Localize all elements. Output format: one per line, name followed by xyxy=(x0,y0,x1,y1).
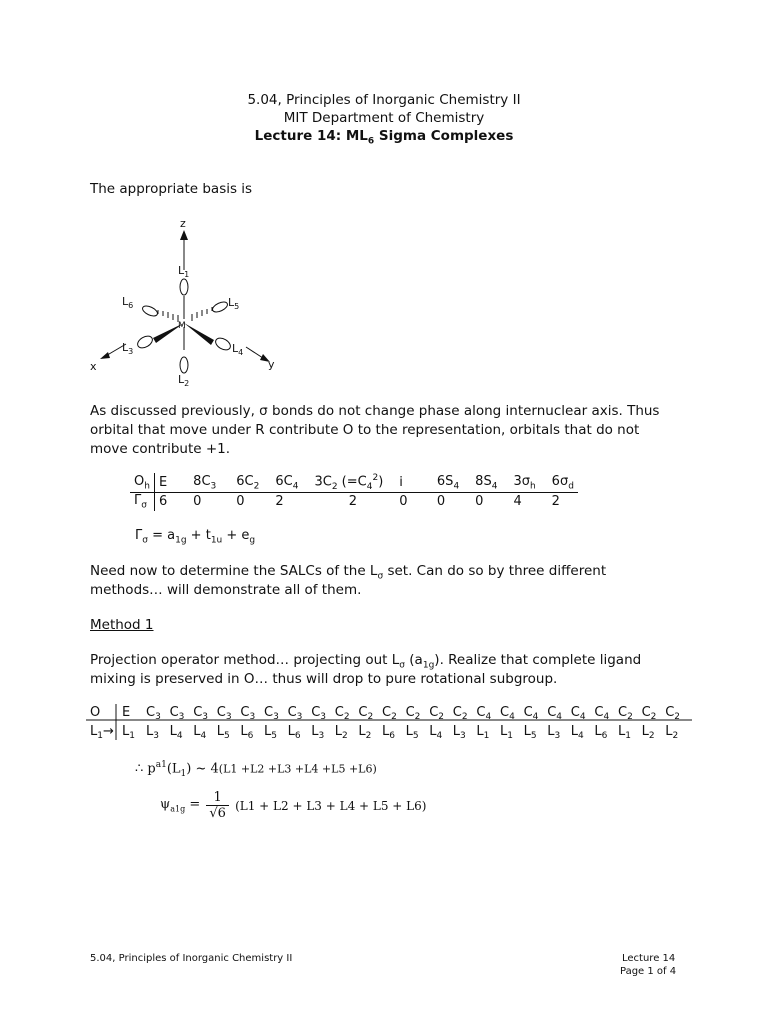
o-table-header-cell: $C_2$ xyxy=(452,705,468,722)
department: MIT Department of Chemistry xyxy=(283,110,485,126)
intro-text: The appropriate basis is xyxy=(90,181,253,197)
footer-page: Page 1 of 4 xyxy=(620,966,677,977)
o-table-row-cell: $L_1$ xyxy=(476,724,490,741)
o-table-header-cell: $C_2$ xyxy=(405,705,421,722)
col-8s4: $8S_4$ xyxy=(475,473,498,492)
o-table-row-cell: $L_1\to$ xyxy=(90,724,114,741)
o-table-row-cell: $L_3$ xyxy=(146,724,159,741)
col-3sh: $3\sigma_h$ xyxy=(513,473,536,492)
val-8s4: 0 xyxy=(475,494,484,510)
o-table-row-cell: $L_6$ xyxy=(287,724,301,741)
label-y: y xyxy=(268,358,275,371)
val-6c2: 0 xyxy=(236,494,245,510)
o-table-row-cell: $L_2$ xyxy=(641,724,655,741)
o-table-header-cell: $C_4$ xyxy=(476,705,492,722)
o-table-row-cell: $L_2$ xyxy=(334,724,348,741)
o-table-row-cell: $L_4$ xyxy=(429,724,443,741)
label-l4: $L_4$ xyxy=(232,342,244,357)
footer-course: 5.04, Principles of Inorganic Chemistry II xyxy=(90,953,293,964)
o-table-header-cell: E xyxy=(122,705,131,720)
salc-a1g-equation: $\psi_{a1g}$ = $\frac{1}{√6}$ (L1 + L2 + L3 + L4 + L5 + L6) xyxy=(160,790,427,821)
o-table-header-cell: $C_2$ xyxy=(334,705,350,722)
val-6s4: 0 xyxy=(436,494,446,510)
o-table-header-cell: $C_3$ xyxy=(264,705,279,722)
o-table-header-cell: $C_2$ xyxy=(358,705,374,722)
label-l1: $L_1$ xyxy=(178,264,190,279)
o-table-row-cell: $L_5$ xyxy=(216,724,230,741)
salc-line-1: Need now to determine the SALCs of the $L_\sigma$ set. Can do so by three different xyxy=(90,563,607,582)
o-table-header-cell: $C_3$ xyxy=(240,705,256,722)
o-table-row-cell: $L_1$ xyxy=(500,724,513,741)
lecture-title-rest: Sigma Complexes xyxy=(374,128,514,144)
method-1-heading: Method 1 xyxy=(90,617,154,633)
o-table-row-cell: $L_4$ xyxy=(193,724,207,741)
o-table-header-cell: $C_4$ xyxy=(547,705,563,722)
o-rotation-table-svg xyxy=(86,704,692,744)
o-table-row-cell: $L_6$ xyxy=(594,724,608,741)
salc-line-2: methods… will demonstrate all of them. xyxy=(90,582,362,598)
o-table-header-cell: $C_3$ xyxy=(311,705,327,722)
label-z: z xyxy=(180,217,186,230)
o-table-header-cell: $C_2$ xyxy=(382,705,397,722)
val-i: 0 xyxy=(399,494,408,510)
val-3sh: 4 xyxy=(513,494,522,510)
o-table-header-cell: $C_4$ xyxy=(523,705,539,722)
o-table-header-cell: $C_3$ xyxy=(193,705,209,722)
fraction-numerator: 1 xyxy=(206,790,229,806)
col-6sd: $6\sigma_d$ xyxy=(551,473,574,492)
discussion-line-2: orbital that move under R contribute O to the representation, orbitals that do not xyxy=(90,422,640,438)
col-6c2: $6C_2$ xyxy=(236,473,260,492)
o-table-header-cell: $C_3$ xyxy=(169,705,185,722)
o-table-row-cell: $L_2$ xyxy=(358,724,372,741)
label-l6: $L_6$ xyxy=(122,295,134,310)
o-table-header-cell: $C_3$ xyxy=(287,705,303,722)
octahedral-basis-diagram xyxy=(86,212,286,392)
o-table-header-cell: $C_2$ xyxy=(618,705,633,722)
o-table-row-cell: $L_4$ xyxy=(169,724,183,741)
o-table-row-cell: $L_6$ xyxy=(382,724,395,741)
o-rotation-table xyxy=(86,704,692,748)
gamma-decomposition: $\Gamma_\sigma = a_{1g} + t_{1u} + e_g$ xyxy=(135,528,256,546)
val-6c4: 2 xyxy=(275,494,284,510)
label-l5: $L_5$ xyxy=(228,296,240,311)
o-table-row-cell: $L_1$ xyxy=(122,724,135,741)
projection-line-1: Projection operator method… projecting out $L_\sigma$ $(a_{1g})$. Realize that complete ligand xyxy=(90,652,642,671)
label-x: x xyxy=(90,360,97,373)
footer-lecture: Lecture 14 xyxy=(622,953,676,964)
col-e: E xyxy=(158,474,168,490)
col-8c3: $8C_3$ xyxy=(193,473,217,492)
course-title: 5.04, Principles of Inorganic Chemistry II xyxy=(247,92,521,108)
o-table-row-cell: $L_3$ xyxy=(452,724,466,741)
o-table-row-cell: $L_5$ xyxy=(405,724,419,741)
discussion-line-3: move contribute +1. xyxy=(90,441,231,457)
label-l3: $L_3$ xyxy=(122,341,134,356)
projection-equation: ∴ $p^{a1}(L_1)$ ~ 4(L1 +L2 +L3 +L4 +L5 +L6) xyxy=(135,760,377,779)
o-table-header-cell: $C_4$ xyxy=(594,705,610,722)
val-3c2: 2 xyxy=(348,494,357,510)
oh-character-table xyxy=(130,473,578,511)
o-table-row-cell: $L_4$ xyxy=(570,724,584,741)
o-table-row-cell: $L_1$ xyxy=(618,724,631,741)
discussion-line-1: As discussed previously, σ bonds do not change phase along internuclear axis. Thus xyxy=(90,403,660,419)
o-table-row-cell: $L_5$ xyxy=(523,724,537,741)
val-8c3: 0 xyxy=(193,494,202,510)
o-table-header-cell: $C_3$ xyxy=(216,705,232,722)
o-table-header-cell: $C_2$ xyxy=(665,705,681,722)
o-table-row-cell: $L_3$ xyxy=(547,724,561,741)
o-table-row-cell: $L_2$ xyxy=(665,724,679,741)
oh-label: $O_h$ xyxy=(130,473,154,492)
o-table-header-cell: $C_2$ xyxy=(429,705,445,722)
o-table-header-cell: $C_4$ xyxy=(570,705,586,722)
o-table-row-cell: $L_5$ xyxy=(264,724,277,741)
o-table-row-cell: $L_3$ xyxy=(311,724,325,741)
fraction-denominator: √6 xyxy=(209,806,226,821)
gamma-sigma-label: $\Gamma_\sigma$ xyxy=(130,492,154,510)
o-table-row-cell: $L_6$ xyxy=(240,724,254,741)
lecture-title xyxy=(0,128,768,147)
col-i: i xyxy=(399,474,403,490)
label-m: M xyxy=(178,321,186,331)
col-3c2: $3C_2$ $(=C_4^2)$ xyxy=(314,473,384,492)
o-table-header-cell: $C_2$ xyxy=(641,705,657,722)
projection-line-2: mixing is preserved in O… thus will drop to pure rotational subgroup. xyxy=(90,671,558,687)
val-e: 6 xyxy=(158,494,168,510)
col-6s4: $6S_4$ xyxy=(436,473,460,492)
label-l2: $L_2$ xyxy=(178,373,190,388)
lecture-title-sub: 6 xyxy=(367,136,375,147)
col-6c4: $6C_4$ xyxy=(275,473,299,492)
o-table-header-cell: O xyxy=(90,705,101,720)
lecture-title-main: Lecture 14: ML xyxy=(254,128,368,144)
o-table-header-cell: $C_3$ xyxy=(146,705,161,722)
val-6sd: 2 xyxy=(551,494,560,510)
o-table-header-cell: $C_4$ xyxy=(500,705,515,722)
